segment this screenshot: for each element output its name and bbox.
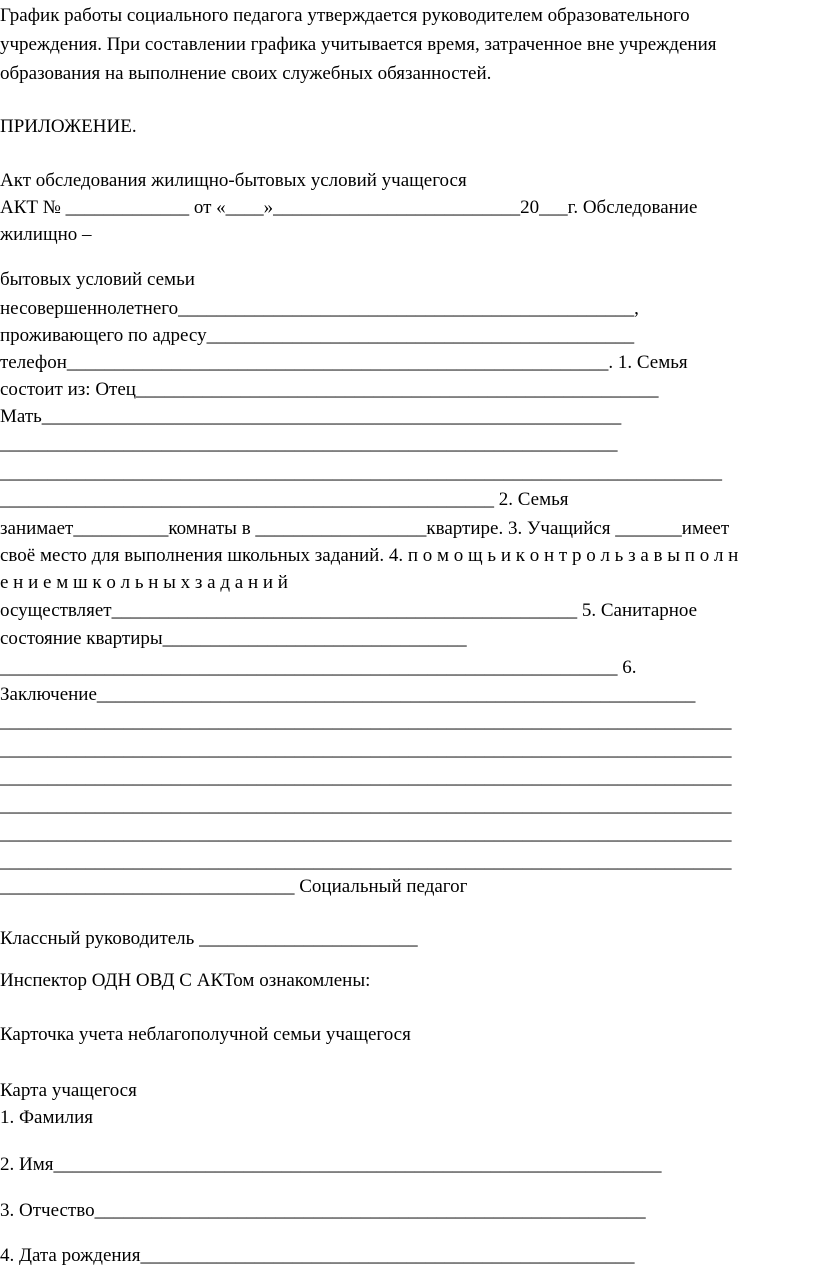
social-pedagogue-signature: _______________________________ Социальный педагог: [0, 876, 468, 897]
family-line: ____________________________________________________ 2. Семья: [0, 489, 569, 510]
birthdate-field: 4. Дата рождения____________________________________________________: [0, 1245, 635, 1266]
act-number-line: АКТ № _____________ от «____»__________________________20___г. Обследование: [0, 197, 698, 218]
control-line: осуществляет_________________________________________________ 5. Санитарное: [0, 600, 698, 621]
intro-line-1: График работы социального педагога утверждается руководителем образовательного: [0, 5, 690, 26]
act-line: бытовых условий семьи: [0, 269, 195, 290]
blank-line: _________________________________________________________________ 6.: [0, 657, 637, 678]
minor-name-line: несовершеннолетнего________________________________________________,: [0, 298, 639, 319]
act-title: Акт обследования жилищно-бытовых условий учащегося: [0, 170, 467, 191]
homework-line: своё место для выполнения школьных заданий. 4. п о м о щ ь и к о н т р о л ь з а в ы п о л н: [0, 545, 739, 566]
patronymic-field: 3. Отчество__________________________________________________________: [0, 1200, 646, 1221]
student-card-title: Карта учащегося: [0, 1080, 137, 1101]
blank-line: _____________________________________________________________________________: [0, 795, 732, 816]
blank-line: ____________________________________________________________________________: [0, 462, 722, 483]
blank-line: _____________________________________________________________________________: [0, 711, 732, 732]
conclusion-line: Заключение_______________________________________________________________: [0, 684, 696, 705]
name-field: 2. Имя________________________________________________________________: [0, 1154, 662, 1175]
homework-line-cont: е н и е м ш к о л ь н ы х з а д а н и й: [0, 572, 288, 593]
intro-line-2: учреждения. При составлении графика учитывается время, затраченное вне учреждения: [0, 34, 717, 55]
sanitary-line: состояние квартиры________________________________: [0, 628, 467, 649]
card-title: Карточка учета неблагополучной семьи учащегося: [0, 1024, 411, 1045]
phone-line: телефон_________________________________________________________. 1. Семья: [0, 352, 688, 373]
blank-line: _____________________________________________________________________________: [0, 767, 732, 788]
address-line: проживающего по адресу_____________________________________________: [0, 325, 635, 346]
blank-line: _________________________________________________________________: [0, 433, 618, 454]
mother-line: Мать_____________________________________________________________: [0, 406, 622, 427]
blank-line: _____________________________________________________________________________: [0, 739, 732, 760]
rooms-line: занимает__________комнаты в __________________квартире. 3. Учащийся _______имеет: [0, 518, 730, 539]
surname-field: 1. Фамилия: [0, 1107, 94, 1128]
inspector-line: Инспектор ОДН ОВД С АКТом ознакомлены:: [0, 970, 371, 991]
class-teacher-signature: Классный руководитель _______________________: [0, 928, 418, 949]
act-line: жилищно –: [0, 224, 92, 245]
blank-line: _____________________________________________________________________________: [0, 823, 732, 844]
father-line: состоит из: Отец_______________________________________________________: [0, 379, 659, 400]
intro-line-3: образования на выполнение своих служебных обязанностей.: [0, 63, 492, 84]
appendix-heading: ПРИЛОЖЕНИЕ.: [0, 116, 137, 137]
blank-line: _____________________________________________________________________________: [0, 851, 732, 872]
